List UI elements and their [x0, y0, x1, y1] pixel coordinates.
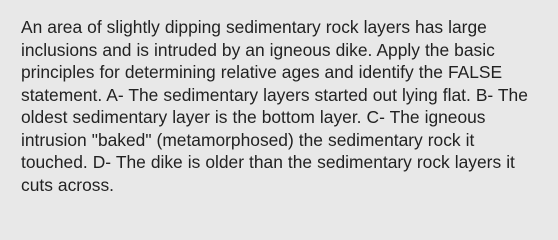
question-text: An area of slightly dipping sedimentary rock layers has large inclusions and is intruded by an igneous dike. Apply the basic principles for determining relative ages and identify the FALSE statement. A- The sedimentary layers started out lying flat. B- The oldest sedimentary layer is the bottom layer. C- The igneous intrusion "baked" (metamorphosed) the sedimentary rock it touched. D- The dike is older than the sedimentary rock layers it cuts across.	[21, 17, 528, 195]
